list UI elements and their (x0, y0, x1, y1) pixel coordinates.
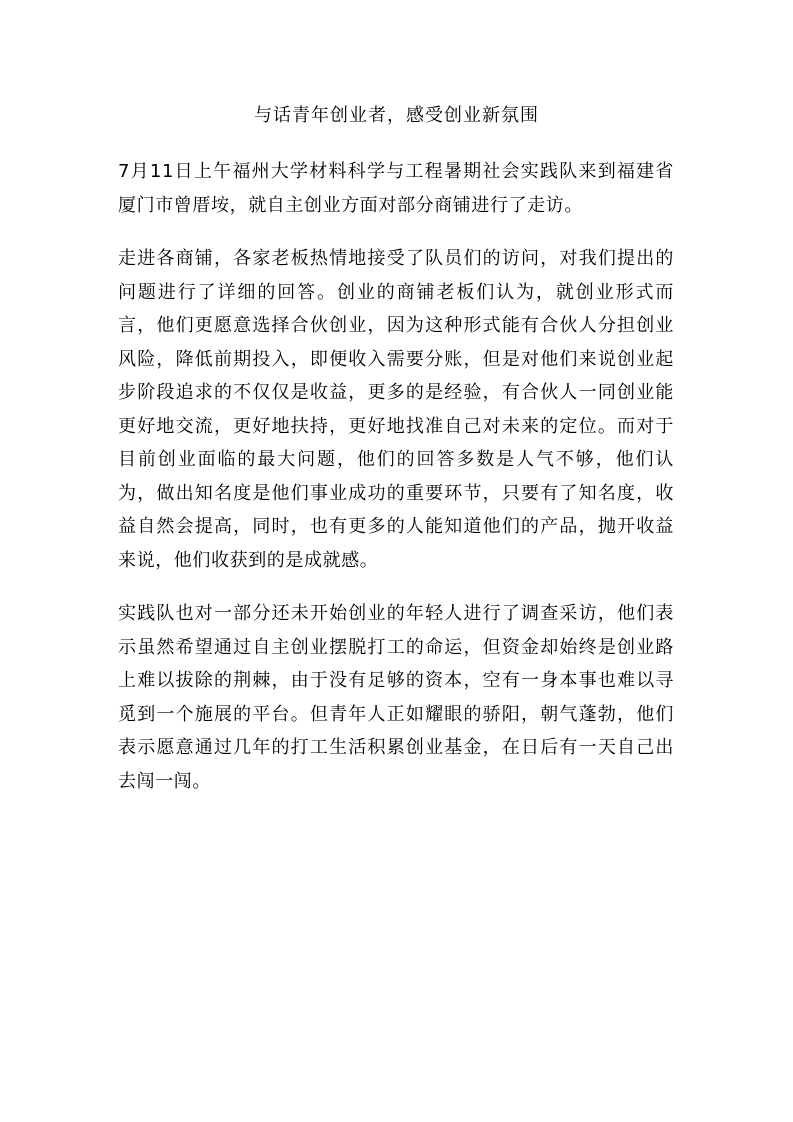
paragraph-visit-intro: 7月11日上午福州大学材料科学与工程暑期社会实践队来到福建省厦门市曾厝垵，就自主创业方面对部分商铺进行了走访。 (118, 161, 674, 216)
document-title: 与话青年创业者，感受创业新氛围 (254, 105, 539, 126)
paragraph-young-people: 实践队也对一部分还未开始创业的年轻人进行了调查采访，他们表示虽然希望通过自主创业摆脱打工的命运，但资金却始终是创业路上难以拔除的荆棘，由于没有足够的资本，空有一身本事也难以寻觅到一个施展的平台。但青年人正如耀眼的骄阳，朝气蓬勃，他们表示愿意通过几年的打工生活积累创业基金，在日后有一天自己出去闯一闯。 (118, 603, 674, 792)
document-body (118, 155, 674, 818)
paragraph-shop-owners: 走进各商铺，各家老板热情地接受了队员们的访问，对我们提出的问题进行了详细的回答。创业的商铺老板们认为，就创业形式而言，他们更愿意选择合伙创业，因为这种形式能有合伙人分担创业风险，降低前期投入，即便收入需要分账，但是对他们来说创业起步阶段追求的不仅仅是收益，更多的是经验，有合伙人一同创业能更好地交流，更好地扶持，更好地找准自己对未来的定位。而对于目前创业面临的最大问题，他们的回答多数是人气不够，他们认为，做出知名度是他们事业成功的重要环节，只要有了知名度，收益自然会提高，同时，也有更多的人能知道他们的产品，抛开收益来说，他们收获到的是成就感。 (118, 248, 674, 571)
